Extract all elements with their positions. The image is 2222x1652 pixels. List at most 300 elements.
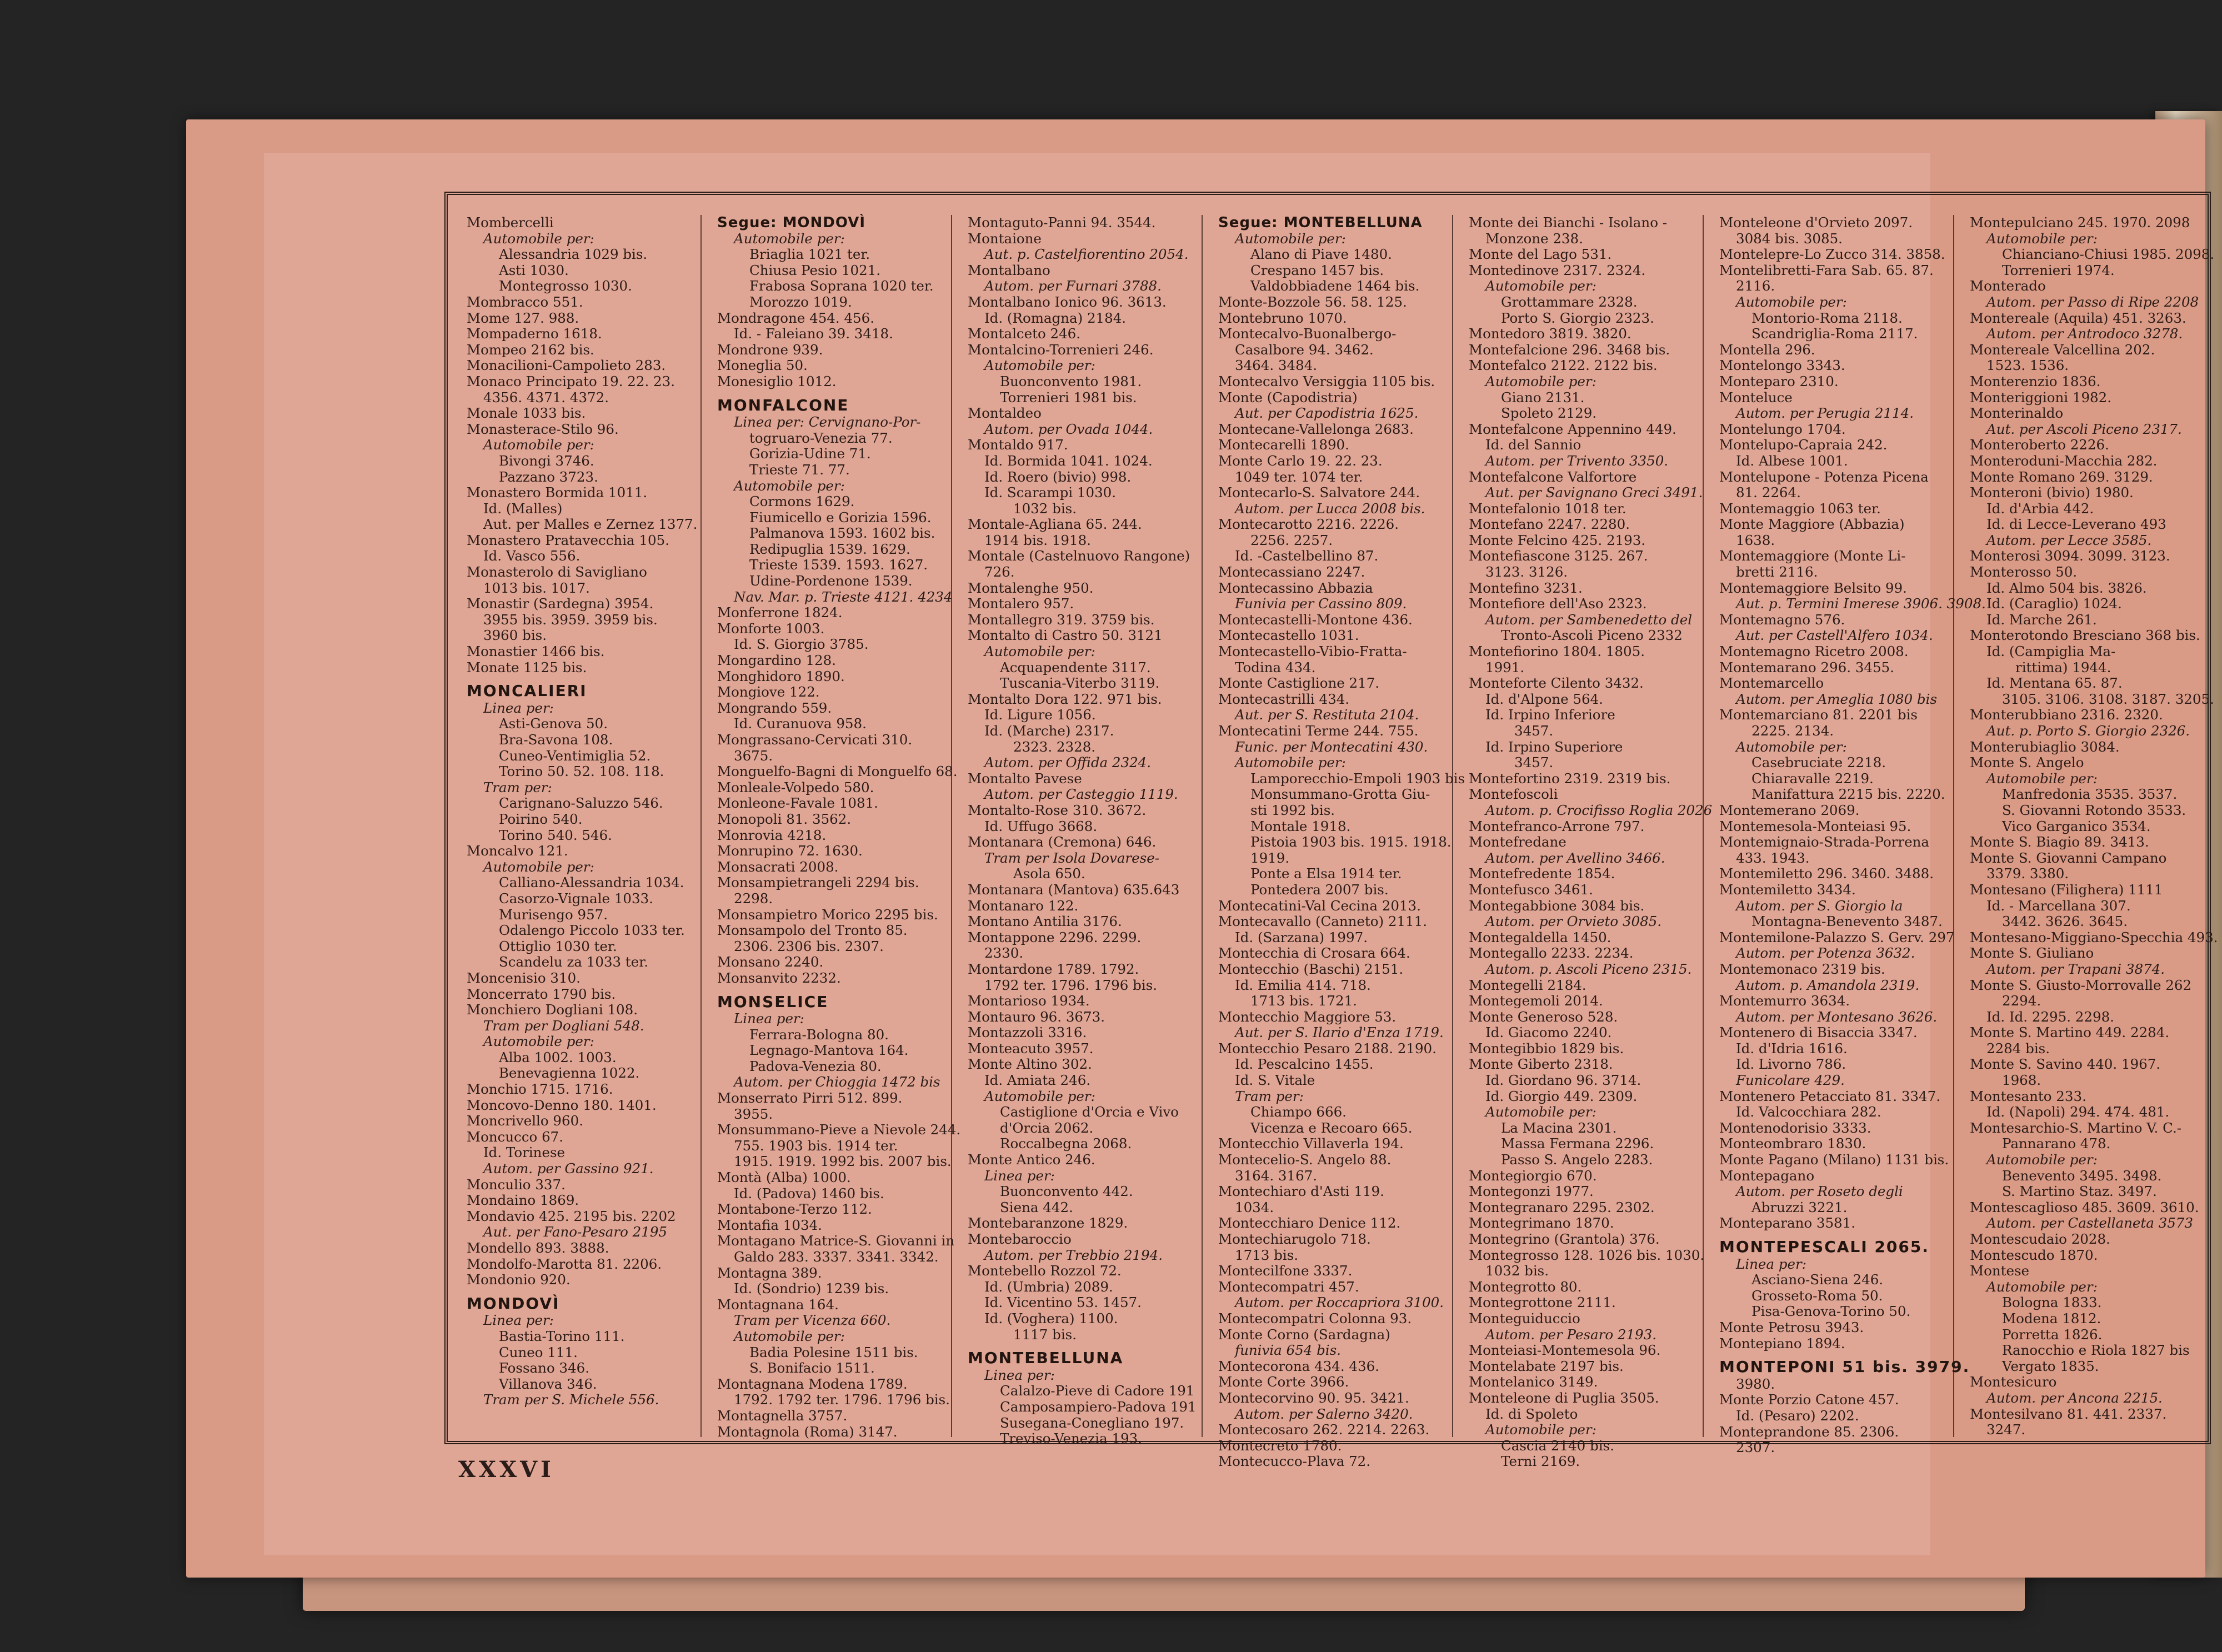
index-entry: Monforte 1003.: [717, 620, 825, 637]
index-entry: Automobile per:: [984, 1088, 1095, 1104]
index-entry: Montemarcello: [1719, 675, 1824, 692]
page-number: XXXVI: [458, 1456, 554, 1483]
index-entry: 2323. 2328.: [1013, 738, 1096, 755]
index-entry: Montecchio (Baschi) 2151.: [1218, 960, 1404, 977]
index-entry: Monterosso 50.: [1970, 564, 2078, 580]
index-entry: Montagnola (Roma) 3147.: [717, 1423, 898, 1440]
index-entry: Montanaro 122.: [968, 897, 1079, 914]
index-entry: Casebruciate 2218.: [1751, 754, 1886, 771]
index-entry: Monteluce: [1719, 389, 1793, 406]
index-entry: Redipuglia 1539. 1629.: [749, 540, 910, 557]
index-entry: Odalengo Piccolo 1033 ter.: [499, 922, 685, 939]
index-entry: Automobile per:: [1235, 754, 1346, 771]
index-entry: Autom. per Perugia 2114.: [1736, 405, 1914, 422]
index-entry: Automobile per:: [483, 1033, 594, 1050]
index-entry: Id. (Romagna) 2184.: [984, 309, 1127, 326]
index-entry: Montereale Valcellina 202.: [1970, 341, 2155, 358]
index-entry: Monguelfo-Bagni di Monguelfo 68.: [717, 763, 958, 780]
index-entry: Monastier 1466 bis.: [467, 643, 605, 660]
index-entry: Funic. per Montecatini 430.: [1235, 738, 1428, 755]
index-entry: Montemarano 296. 3455.: [1719, 659, 1894, 675]
index-entry: Id. Livorno 786.: [1736, 1056, 1846, 1073]
index-entry: 4356. 4371. 4372.: [483, 389, 609, 406]
index-entry: Monasterace-Stilo 96.: [467, 420, 619, 437]
index-entry: Autom. per Sambenedetto del: [1485, 611, 1693, 628]
index-entry: Montegaldella 1450.: [1469, 929, 1612, 945]
index-entry: Monacilioni-Campolieto 283.: [467, 357, 666, 374]
index-entry: Montecchiaro Denice 112.: [1218, 1215, 1401, 1232]
index-entry: togruaro-Venezia 77.: [749, 429, 893, 446]
station-heading: MONTEPESCALI 2065.: [1719, 1238, 1929, 1256]
index-entry: Montepulciano 245. 1970. 2098: [1970, 214, 2190, 231]
index-entry: Montecastello-Vibio-Fratta-: [1218, 643, 1407, 660]
index-entry: 1991.: [1485, 659, 1525, 675]
index-entry: Monsacrati 2008.: [717, 858, 839, 875]
index-entry: Giano 2131.: [1501, 389, 1585, 406]
index-entry: Montecavallo (Canneto) 2111.: [1218, 913, 1427, 930]
index-entry: Manfredonia 3535. 3537.: [2002, 786, 2178, 803]
index-entry: Monsummano-Pieve a Nievole 244.: [717, 1122, 961, 1138]
index-entry: Montescudo 1870.: [1970, 1246, 2098, 1263]
index-entry: Pistoia 1903 bis. 1915. 1918.: [1250, 834, 1452, 850]
index-entry: Acquapendente 3117.: [1000, 659, 1151, 675]
index-entry: Monte dei Bianchi - Isolano -: [1469, 214, 1668, 231]
index-entry: Monsummano-Grotta Giu-: [1250, 786, 1430, 803]
index-entry: Monte-Bozzole 56. 58. 125.: [1218, 293, 1407, 310]
index-entry: Autom. per Passo di Ripe 2208: [1986, 293, 2199, 310]
index-entry: 1713 bis.: [1235, 1246, 1299, 1263]
index-entry: Benevagienna 1022.: [499, 1065, 640, 1082]
index-entry: Alano di Piave 1480.: [1250, 246, 1392, 263]
index-entry: Montecarlo-S. Salvatore 244.: [1218, 484, 1420, 501]
index-entry: Monteacuto 3957.: [968, 1040, 1094, 1057]
index-entry: Villanova 346.: [499, 1375, 597, 1392]
index-entry: Monteparano 3581.: [1719, 1215, 1856, 1232]
index-entry: Cuneo-Ventimiglia 52.: [499, 747, 651, 764]
index-entry: 1638.: [1736, 532, 1775, 548]
index-entry: Monte S. Martino 449. 2284.: [1970, 1024, 2170, 1041]
index-entry: Monsampolo del Tronto 85.: [717, 922, 908, 939]
index-column-7: [1954, 214, 2218, 1438]
index-entry: Montepagano: [1719, 1167, 1815, 1184]
index-entry: Montalto Dora 122. 971 bis.: [968, 690, 1162, 707]
index-entry: Bra-Savona 108.: [499, 732, 613, 748]
index-entry: Fiumicello e Gorizia 1596.: [749, 509, 932, 525]
index-entry: Automobile per:: [1485, 1104, 1597, 1120]
index-entry: Montecastrilli 434.: [1218, 690, 1350, 707]
index-entry: Mongardino 128.: [717, 652, 837, 669]
index-entry: Montecchio Maggiore 53.: [1218, 1008, 1397, 1025]
index-entry: Funicolare 429.: [1736, 1072, 1845, 1089]
index-entry: 755. 1903 bis. 1914 ter.: [734, 1137, 898, 1154]
index-entry: Montalcino-Torrenieri 246.: [968, 341, 1154, 358]
index-entry: Id. (Sondrio) 1239 bis.: [734, 1280, 889, 1297]
index-entry: Murisengo 957.: [499, 906, 608, 923]
index-entry: Autom. per Roccapriora 3100.: [1235, 1294, 1444, 1311]
index-entry: Montalenghe 950.: [968, 579, 1094, 596]
index-entry: Autom. per Lecce 3585.: [1986, 532, 2152, 548]
index-entry: Montemilone-Palazzo S. Gerv. 297: [1719, 929, 1955, 945]
index-entry: Mondragone 454. 456.: [717, 309, 875, 326]
index-entry: Monterado: [1970, 278, 2046, 294]
index-entry: Poirino 540.: [499, 810, 583, 827]
index-entry: sti 1992 bis.: [1250, 802, 1335, 818]
index-entry: Autom. per Ameglia 1080 bis: [1736, 690, 1937, 707]
index-entry: 1792. 1792 ter. 1796. 1796 bis.: [734, 1391, 950, 1408]
index-entry: Id. Uffugo 3668.: [984, 818, 1098, 834]
index-entry: Scandelu za 1033 ter.: [499, 954, 649, 970]
index-entry: Monte Pagano (Milano) 1131 bis.: [1719, 1152, 1949, 1168]
index-entry: Montefalcone Valfortore: [1469, 468, 1637, 485]
index-entry: Id. Id. 2295. 2298.: [1986, 1008, 2114, 1025]
index-entry: 3457.: [1514, 754, 1554, 771]
index-entry: Asola 650.: [1013, 865, 1085, 882]
index-entry: Linea per:: [483, 1312, 554, 1329]
index-entry: Montaldo 917.: [968, 437, 1068, 453]
index-entry: Monte Corno (Sardagna): [1218, 1326, 1390, 1343]
index-entry: Autom. per Furnari 3788.: [984, 278, 1162, 294]
index-entry: Automobile per:: [1485, 1421, 1597, 1438]
index-entry: Montelanico 3149.: [1469, 1374, 1598, 1390]
index-entry: Montegabbione 3084 bis.: [1469, 897, 1645, 914]
index-entry: Montegemoli 2014.: [1469, 993, 1603, 1009]
index-entry: rittima) 1944.: [2015, 659, 2111, 675]
index-entry: Casalbore 94. 3462.: [1235, 341, 1374, 358]
index-entry: Id. Valcocchiara 282.: [1736, 1104, 1881, 1120]
index-entry: 3247.: [1986, 1421, 2026, 1438]
index-entry: Id. di Lecce-Leverano 493: [1986, 516, 2166, 533]
index-entry: Automobile per:: [734, 230, 845, 247]
index-entry: S. Giovanni Rotondo 3533.: [2002, 802, 2186, 818]
index-entry: Vergato 1835.: [2002, 1358, 2099, 1374]
index-entry: 3379. 3380.: [1986, 865, 2069, 882]
index-entry: Chiampo 666.: [1250, 1104, 1347, 1120]
index-entry: Udine-Pordenone 1539.: [749, 573, 913, 589]
index-entry: Monte Generoso 528.: [1469, 1008, 1618, 1025]
index-entry: Monleone-Favale 1081.: [717, 795, 878, 812]
index-entry: Montefoscoli: [1469, 786, 1558, 803]
index-entry: Montecilfone 3337.: [1218, 1263, 1353, 1279]
index-entry: Vico Garganico 3534.: [2002, 818, 2151, 834]
index-entry: Aut. per Capodistria 1625.: [1235, 405, 1419, 422]
index-entry: Montesarchio-S. Martino V. C.-: [1970, 1119, 2182, 1136]
index-entry: Monsampietrangeli 2294 bis.: [717, 874, 919, 891]
index-entry: Id. d'Idria 1616.: [1736, 1040, 1848, 1057]
index-entry: Monferrone 1824.: [717, 604, 843, 621]
index-entry: Crespano 1457 bis.: [1250, 262, 1384, 278]
index-entry: Automobile per:: [984, 643, 1095, 660]
index-entry: Automobile per:: [1485, 278, 1597, 294]
index-entry: Trieste 1539. 1593. 1627.: [749, 557, 928, 573]
index-entry: Monte Corte 3966.: [1218, 1374, 1349, 1390]
index-entry: Linea per:: [483, 699, 554, 716]
index-entry: Monte Giberto 2318.: [1469, 1056, 1613, 1073]
index-column-4: [1203, 214, 1465, 1470]
index-entry: Id. Ligure 1056.: [984, 707, 1096, 723]
index-entry: Autom. per Castellaneta 3573: [1986, 1215, 2193, 1232]
index-entry: Pannarano 478.: [2002, 1135, 2111, 1152]
index-entry: Montano Antilia 3176.: [968, 913, 1122, 930]
index-entry: Valdobbiadene 1464 bis.: [1250, 278, 1420, 294]
index-entry: Linea per:: [734, 1010, 804, 1027]
index-entry: Montauro 96. 3673.: [968, 1008, 1105, 1025]
index-entry: Monteombraro 1830.: [1719, 1135, 1866, 1152]
index-entry: 3442. 3626. 3645.: [2002, 913, 2128, 930]
index-entry: Tram per:: [1235, 1088, 1304, 1104]
index-entry: 2116.: [1736, 278, 1775, 294]
index-column-1: [451, 215, 702, 1437]
index-entry: Montalbano Ionico 96. 3613.: [968, 293, 1167, 310]
index-entry: Monrovia 4218.: [717, 827, 827, 843]
index-entry: 3164. 3167.: [1235, 1167, 1318, 1184]
index-entry: Bastia-Torino 111.: [499, 1328, 625, 1344]
index-entry: Automobile per:: [1235, 230, 1346, 247]
index-entry: Autom. per Roseto degli: [1736, 1183, 1903, 1200]
index-entry: Monrupino 72. 1630.: [717, 843, 863, 859]
index-entry: Montagna 389.: [717, 1264, 822, 1281]
index-entry: Monte del Lago 531.: [1469, 246, 1612, 263]
index-entry: Autom. p. Amandola 2319.: [1736, 977, 1920, 993]
index-entry: Gorizia-Udine 71.: [749, 445, 871, 462]
index-entry: Montegrosso 128. 1026 bis. 1030.: [1469, 1246, 1705, 1263]
index-entry: Torino 540. 546.: [499, 827, 612, 843]
index-entry: 1792 ter. 1796. 1796 bis.: [984, 977, 1158, 993]
index-entry: Montenero di Bisaccia 3347.: [1719, 1024, 1918, 1041]
index-entry: Montale-Agliana 65. 244.: [968, 516, 1142, 533]
index-entry: Montegrottone 2111.: [1469, 1294, 1616, 1311]
index-entry: Automobile per:: [483, 437, 594, 453]
index-entry: Monteleone di Puglia 3505.: [1469, 1389, 1659, 1406]
index-entry: Montebello Rozzol 72.: [968, 1263, 1122, 1279]
index-entry: La Macina 2301.: [1501, 1119, 1617, 1136]
index-entry: Roccalbegna 2068.: [1000, 1135, 1132, 1152]
index-entry: Montegonzi 1977.: [1469, 1183, 1594, 1200]
index-entry: Linea per:: [1736, 1255, 1806, 1272]
index-entry: Montemagno 576.: [1719, 611, 1845, 628]
index-entry: Montefalonio 1018 ter.: [1469, 500, 1627, 517]
index-entry: Montefiascone 3125. 267.: [1469, 548, 1648, 564]
index-entry: Autom. per Potenza 3632.: [1736, 945, 1915, 962]
index-entry: Montecastelli-Montone 436.: [1218, 611, 1413, 628]
index-entry: Montecalvo Versiggia 1105 bis.: [1218, 373, 1435, 389]
index-entry: Montemaggiore Belsito 99.: [1719, 579, 1907, 596]
index-entry: Montegranaro 2295. 2302.: [1469, 1199, 1655, 1215]
index-entry: Monteprandone 85. 2306.: [1719, 1423, 1899, 1440]
index-entry: Montale (Castelnuovo Rangone): [968, 548, 1190, 564]
index-entry: Montaldeo: [968, 405, 1042, 422]
index-entry: Automobile per:: [1736, 293, 1847, 310]
index-entry: Montarioso 1934.: [968, 993, 1090, 1009]
index-entry: Aut. per Ascoli Piceno 2317.: [1986, 420, 2182, 437]
index-entry: Galdo 283. 3337. 3341. 3342.: [734, 1249, 939, 1265]
index-entry: Montefortino 2319. 2319 bis.: [1469, 770, 1671, 787]
index-entry: Montecarotto 2216. 2226.: [1218, 516, 1399, 533]
index-entry: Id. - Marcellana 307.: [1986, 897, 2131, 914]
index-entry: Massa Fermana 2296.: [1501, 1135, 1654, 1152]
index-entry: Aut. per Fano-Pesaro 2195: [483, 1224, 667, 1240]
index-entry: Montecastello 1031.: [1218, 627, 1359, 644]
index-entry: Montecelio-S. Angelo 88.: [1218, 1152, 1392, 1168]
index-entry: Montemesola-Monteiasi 95.: [1719, 818, 1911, 834]
index-entry: 1013 bis. 1017.: [483, 579, 590, 596]
index-entry: Autom. per Trapani 3874.: [1986, 960, 2165, 977]
index-entry: Id. S. Vitale: [1235, 1072, 1315, 1089]
index-entry: Porto S. Giorgio 2323.: [1501, 309, 1654, 326]
index-entry: Montagnella 3757.: [717, 1407, 848, 1424]
index-entry: Monterosi 3094. 3099. 3123.: [1970, 548, 2170, 564]
station-heading: MONCALIERI: [467, 682, 587, 700]
index-entry: Montecane-Vallelonga 2683.: [1218, 420, 1414, 437]
index-entry: Trieste 71. 77.: [749, 461, 850, 478]
index-entry: Monteguiduccio: [1469, 1310, 1580, 1326]
index-entry: Montesicuro: [1970, 1374, 2057, 1390]
index-entry: Montorio-Roma 2118.: [1751, 309, 1903, 326]
index-entry: Monzone 238.: [1485, 230, 1583, 247]
index-entry: 3960 bis.: [483, 627, 547, 644]
index-entry: Id. - Faleiano 39. 3418.: [734, 326, 893, 342]
index-entry: Montepiano 1894.: [1719, 1335, 1845, 1351]
index-entry: Id. Roero (bivio) 998.: [984, 468, 1132, 485]
index-entry: 1919.: [1250, 849, 1290, 866]
index-entry: Aut. per S. Restituta 2104.: [1235, 707, 1419, 723]
index-entry: Mongrassano-Cervicati 310.: [717, 732, 913, 748]
index-entry: Montefiorino 1804. 1805.: [1469, 643, 1645, 660]
index-entry: Montelabate 2197 bis.: [1469, 1358, 1624, 1374]
index-entry: Autom. per Pesaro 2193.: [1485, 1326, 1657, 1343]
index-entry: Monte S. Biagio 89. 3413.: [1970, 834, 2149, 850]
index-entry: Montegrimano 1870.: [1469, 1215, 1614, 1232]
index-entry: Mongrando 559.: [717, 699, 832, 716]
index-entry: Montefranco-Arrone 797.: [1469, 818, 1645, 834]
index-entry: Montagna-Benevento 3487.: [1751, 913, 1943, 930]
index-entry: Monteiasi-Montemesola 96.: [1469, 1342, 1661, 1359]
index-entry: Montemiletto 3434.: [1719, 881, 1856, 898]
index-entry: Montefredane: [1469, 834, 1567, 850]
index-entry: Autom. per Ancona 2215.: [1986, 1389, 2163, 1406]
index-entry: 2284 bis.: [1986, 1040, 2050, 1057]
index-entry: Autom. per Trebbio 2194.: [984, 1246, 1163, 1263]
index-entry: Briaglia 1021 ter.: [749, 246, 870, 263]
index-entry: 3105. 3106. 3108. 3187. 3205.: [2002, 690, 2214, 707]
index-entry: Ottiglio 1030 ter.: [499, 938, 617, 954]
index-entry: Montesano-Miggiano-Specchia 493.: [1970, 929, 2218, 945]
index-entry: Montechiarugolo 718.: [1218, 1231, 1371, 1247]
index-entry: Modena 1812.: [2002, 1310, 2101, 1326]
index-entry: Id. Scarampi 1030.: [984, 484, 1117, 501]
index-entry: Monterinaldo: [1970, 405, 2064, 422]
index-entry: Passo S. Angelo 2283.: [1501, 1152, 1653, 1168]
index-entry: bretti 2116.: [1736, 564, 1818, 580]
index-entry: Monteleone d'Orvieto 2097.: [1719, 214, 1913, 231]
index-entry: Automobile per:: [734, 1328, 845, 1344]
index-entry: Automobile per:: [1986, 770, 2098, 787]
index-entry: Montese: [1970, 1263, 2030, 1279]
index-entry: Monserrato Pirri 512. 899.: [717, 1090, 903, 1107]
index-entry: Montechiaro d'Asti 119.: [1218, 1183, 1384, 1200]
index-entry: Montecchio Pesaro 2188. 2190.: [1218, 1040, 1437, 1057]
index-entry: d'Orcia 2062.: [1000, 1119, 1094, 1136]
index-entry: Monsano 2240.: [717, 954, 824, 970]
station-heading: MONFALCONE: [717, 396, 849, 414]
index-entry: Montecalvo-Buonalbergo-: [1218, 326, 1397, 342]
index-entry: Montecorvino 90. 95. 3421.: [1218, 1389, 1409, 1406]
index-entry: Autom. per Chioggia 1472 bis: [734, 1074, 940, 1090]
index-entry: Chianciano-Chiusi 1985. 2098.: [2002, 246, 2215, 263]
index-entry: Linea per: Cervignano-Por-: [734, 414, 921, 430]
index-entry: Mondonio 920.: [467, 1271, 570, 1288]
index-entry: Siena 442.: [1000, 1199, 1073, 1215]
index-entry: Montecompatri 457.: [1218, 1278, 1359, 1295]
index-entry: Montefano 2247. 2280.: [1469, 516, 1630, 533]
index-entry: Castiglione d'Orcia e Vivo: [1000, 1104, 1179, 1120]
index-entry: Montesano (Filighera) 1111: [1970, 881, 2163, 898]
index-entry: Monterubbiano 2316. 2320.: [1970, 707, 2163, 723]
index-entry: Montemagno Ricetro 2008.: [1719, 643, 1909, 660]
index-entry: Frabosa Soprana 1020 ter.: [749, 278, 934, 294]
index-entry: Id. Bormida 1041. 1024.: [984, 452, 1153, 469]
index-entry: Montelepre-Lo Zucco 314. 3858.: [1719, 246, 1945, 263]
index-entry: Id. Amiata 246.: [984, 1072, 1091, 1089]
index-entry: Monghidoro 1890.: [717, 668, 845, 684]
index-entry: Monte Porzio Catone 457.: [1719, 1391, 1899, 1408]
index-entry: Spoleto 2129.: [1501, 405, 1597, 422]
index-entry: Monte Antico 246.: [968, 1152, 1095, 1168]
index-entry: Id. Albese 1001.: [1736, 452, 1848, 469]
index-entry: Montegrino (Grantola) 376.: [1469, 1231, 1660, 1247]
index-entry: Montalto Pavese: [968, 770, 1082, 787]
index-entry: Chiaravalle 2219.: [1751, 770, 1874, 787]
index-entry: S. Bonifacio 1511.: [749, 1360, 875, 1376]
index-entry: Montelungo 1704.: [1719, 420, 1846, 437]
index-entry: Autom. per S. Giorgio la: [1736, 897, 1903, 914]
index-entry: Autom. per Orvieto 3085.: [1485, 913, 1662, 930]
index-entry: 2306. 2306 bis. 2307.: [734, 938, 884, 954]
index-entry: Montebaroccio: [968, 1231, 1072, 1247]
index-entry: Montalbano: [968, 262, 1050, 278]
index-entry: Todina 434.: [1235, 659, 1316, 675]
index-column-5: [1453, 214, 1713, 1470]
index-entry: 3457.: [1514, 723, 1554, 739]
index-entry: Id. S. Giorgio 3785.: [734, 636, 869, 653]
index-entry: Automobile per:: [1485, 373, 1597, 389]
index-entry: Tram per S. Michele 556.: [483, 1391, 659, 1408]
index-entry: Monte Carlo 19. 22. 23.: [1218, 452, 1383, 469]
index-entry: Aut. per Castell'Alfero 1034.: [1736, 627, 1933, 644]
index-entry: Autom. p. Ascoli Piceno 2315.: [1485, 960, 1692, 977]
index-entry: 3955.: [734, 1105, 773, 1122]
station-heading: MONSELICE: [717, 992, 829, 1011]
index-entry: Montelupone - Potenza Picena: [1719, 468, 1929, 485]
index-entry: Autom. p. Crocifisso Roglia 2026: [1485, 802, 1713, 818]
index-entry: Monleale-Volpedo 580.: [717, 779, 874, 795]
index-entry: Montella 296.: [1719, 341, 1815, 358]
index-entry: Montegelli 2184.: [1469, 977, 1587, 993]
index-entry: Id. -Castelbellino 87.: [1235, 548, 1379, 564]
index-entry: Mongiove 122.: [717, 684, 820, 700]
index-entry: Id. Torinese: [483, 1144, 565, 1161]
index-entry: Montegibbio 1829 bis.: [1469, 1040, 1624, 1057]
index-entry: Monastero Pratavecchia 105.: [467, 532, 669, 548]
index-entry: Moncalvo 121.: [467, 843, 568, 859]
index-entry: Camposampiero-Padova 191: [1000, 1398, 1197, 1415]
index-entry: Montesanto 233.: [1970, 1088, 2086, 1104]
index-entry: Monesiglio 1012.: [717, 373, 837, 389]
index-entry: Mompeo 2162 bis.: [467, 341, 594, 358]
index-entry: Montemarciano 81. 2201 bis: [1719, 707, 1918, 723]
index-entry: Pontedera 2007 bis.: [1250, 881, 1389, 898]
index-entry: Montegrosso 1030.: [499, 278, 632, 294]
index-entry: Montenodorisio 3333.: [1719, 1119, 1871, 1136]
